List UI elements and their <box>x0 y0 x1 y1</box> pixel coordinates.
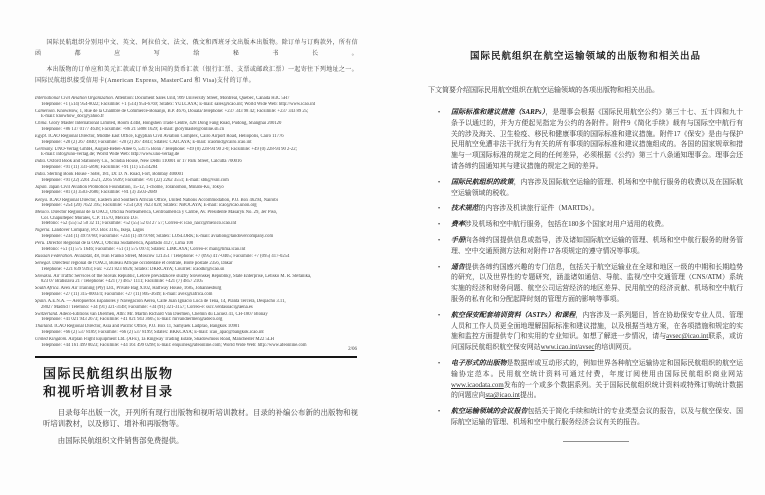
catalog-title-line2: 和视听培训教材目录 <box>43 383 174 399</box>
sales-agent-entry <box>35 324 360 335</box>
agent-detail-line: Telephone: +20 (2) 267 4840; Facsimile: +20 (2) 267 4843; Sitatex: CAICAYA; E-mail: icaomid@cairo.icao.int <box>41 139 252 145</box>
agent-detail-line: Telephone: +86 137 0177 4638; Facsimile: +86 21 5888 1629; E-mail: glorymaster@online.sh.cn <box>41 126 225 132</box>
bullet-icon: • <box>438 264 441 271</box>
publication-text-segment: 向各缔约国提供信息或指导，涉及诸如国际航空运输的管理、机场和空中航行服务的财务管理、空中交通预测方法和对附件17各项规定的遵守情况等事项。 <box>451 236 744 255</box>
publication-item-text <box>451 311 743 354</box>
publication-item <box>438 220 743 231</box>
sales-agent-entry <box>35 147 360 158</box>
agent-address-line: Senegal. Directeur régional de l'OACI, Bureau Afrique occidentale et centrale, Boîte postale 2356, Dakar <box>35 260 233 266</box>
agent-address-line: Germany. UNO-Verlag GmbH, August-Bebel-Allee 6, 53175 Bonn / Telephone: +49 (0) 228-94 90 2-0; Facsimile: +49 (0) 228-94 90 2-22; <box>35 146 297 152</box>
agent-address-line: Switzerland. Adeco-Editions van Diermen, Attn: Mr. Martin Richard Van Diermen, Chemin du Lacuez 41, CH-1807 Blonay <box>35 311 268 317</box>
publication-item-text <box>451 178 743 200</box>
agent-detail-line: Telephone: +44 161 499 0023; Facsimile: +44 161 499 0298; E-mail: enquiries@afeonline.com; World Wide Web: http://www.afeonline.com <box>41 342 307 348</box>
ordering-instructions <box>35 38 358 92</box>
publication-item-text <box>451 108 743 173</box>
agent-country-name: Russian Federation. <box>35 253 74 259</box>
publication-item-lead: 国际标准和建议措施（SARPs） <box>451 109 546 116</box>
end-rule <box>563 441 629 442</box>
agent-address-line: Slovakia. Air Traffic Services of the Slovak Republic, Letové prevádzkové služby Slovenskej Republiky, State Enterprise, Letisko M. R. Štefánika, <box>35 273 312 279</box>
url-link[interactable]: www.icaodata.com <box>451 381 504 389</box>
catalog-description-paragraph: 目录每年出版一次，开列所有现行出版物和视听培训教材。目录的补编公布新的出版物和视听培训教材，以及修订、增补和再版物等。 <box>43 408 358 428</box>
bullet-icon: • <box>438 312 441 319</box>
agent-address-line: Russian Federation. Aviaizdat, 48, Ivan Franko Street, Moscow 121351 / Telephone: +7 (095) 417-0405; Facsimile: +7 (095) 417-0254 <box>35 253 290 259</box>
language-notice-paragraph: 国际民航组织分别用中文、英文、阿拉伯文、法文、俄文和西班牙文出版本出版物。除订单与订购款外，所有信函都应写给秘书长。 <box>35 40 358 57</box>
publication-item-text <box>451 220 743 231</box>
agent-address-line: Kenya. ICAO Regional Director, Eastern and Southern African Office, United Nations Accommodation, P.O. Box 46294, Nairobi <box>35 197 278 203</box>
publication-item-lead: 技术规范 <box>451 205 479 213</box>
publication-item-lead: 费率 <box>451 221 465 229</box>
publication-item <box>438 236 743 258</box>
sales-agent-entry <box>35 241 360 252</box>
publication-item <box>438 359 743 402</box>
publication-item-text <box>451 204 743 215</box>
agent-detail-line: Telephone: +1 (514) 954-8022; Facsimile: +1 (514) 954-6769; Sitatex: YULCAYA; E-mail: sales@icao.int; World Wide Web: http://www.icao.int <box>41 101 316 107</box>
publication-text-segment: 是数据库或互动形式的，例如世界各种航空运输协定和国际民航组织的航空运输协定范本。民用航空统计资料可通过付费，年度订阅使用由国际民航组织商业网站 <box>451 359 744 378</box>
bullet-icon: • <box>438 206 441 213</box>
page-number: 2/06 <box>348 347 357 352</box>
publication-item <box>438 263 743 306</box>
agent-detail-line: Teléfono: +52 (55) 52 50 32 11; Facsímile: +52 (55) 52 03 27 57; Correo-e: icao_nacc@mexico.icao.int <box>41 221 237 227</box>
publication-text-segment: 提出。 <box>519 392 541 400</box>
agent-country-name: Cameroon. <box>35 108 56 114</box>
payment-notice-paragraph: 本出版物的订单应和美元汇款或订单发出国的货币汇款（银行汇票、支票或邮政汇票）一起寄往下列地址之一。国际民航组织接受信用卡(American Express, MasterCard 和 Visa)支付的订单。 <box>35 67 358 84</box>
agent-address-line: India. Sterling Book House - SBH, 181, Dr. D. N. Road, Fort, Bombay 400001 <box>35 172 184 178</box>
publication-item-lead: 手册 <box>451 236 465 244</box>
publication-text-segment: ，内容涉及国际航空运输的管理、机场和空中航行服务的收费以及在国际航空运输领域的税收。 <box>451 178 744 197</box>
agent-country-name: Senegal. <box>35 260 52 266</box>
publication-item-lead: 电子形式的出版物 <box>451 359 507 367</box>
publication-item <box>438 311 743 354</box>
agent-address-line: Cameroon. KnowHow, 1, Rue de la Chambre de Commerce-Bonanjo, B.P. 4676, Douala/Telephone: +237 343 98 42; Facsimile: +237 343 89 25; <box>35 108 309 114</box>
sales-agent-entry <box>35 121 360 132</box>
agent-country-name: India. <box>35 172 47 178</box>
bullet-icon: • <box>438 110 441 116</box>
agent-detail-line: E-mail: knowhow_doc@yahoo.fr <box>41 114 104 120</box>
agent-country-name: Switzerland. <box>35 311 59 317</box>
publication-text-segment: 联系，或访问国际民航组织航空保安网站 <box>451 333 744 352</box>
footer-rule <box>35 356 357 358</box>
agent-country-name: United Kingdom. <box>35 337 68 343</box>
publication-item-text <box>451 407 743 429</box>
publication-item <box>438 407 743 429</box>
agent-address-line: China. Glory Master International Limited, Room 434B, Hongshen Trade Centre, 428 Dong Fang Road, Pudong, Shanghai 200120 <box>35 121 282 127</box>
sales-agent-entry <box>35 159 360 170</box>
agent-country-name: Germany. <box>35 146 54 152</box>
bullet-icon: • <box>438 360 441 367</box>
bullet-icon: • <box>438 179 441 186</box>
publication-item-lead: 航空保安配套培训资料（ASTPs）和课程 <box>451 311 576 319</box>
agent-address-line: Egypt. ICAO Regional Director, Middle East Office, Egyptian Civil Aviation Complex, Cairo Airport Road, Heliopolis, Cairo 11776 <box>35 134 284 140</box>
agent-detail-line: Telephone: +91 (22) 2261 2521, 2265 9599; Facsimile: +91 (22) 2262 3551; E-mail: sbh@vsnl.com <box>41 177 229 183</box>
page-title: 国际民航组织在航空运输领域的出版物和相关出品 <box>469 51 701 62</box>
sales-agent-entry <box>35 261 360 272</box>
agent-country-name: Mexico. <box>35 210 50 216</box>
sales-agent-entry <box>35 274 360 285</box>
agent-country-name: Spain. <box>35 299 47 304</box>
publications-list <box>428 108 743 429</box>
sales-agent-entry <box>35 286 360 297</box>
agent-address-line: International Civil Aviation Organization. Attention: Document Sales Unit, 999 University Street, Montréal, Quebec, Canada H3C 5H7 <box>35 96 290 101</box>
sales-agent-entry <box>35 228 360 239</box>
agent-address-line: Peru. Director Regional de la OACI, Oficina Sudamérica, Apartado 4127, Lima 100 <box>35 241 194 247</box>
publication-item-text <box>451 236 743 258</box>
catalog-availability-paragraph: 由国际民航组织文件销售部免费提供。 <box>57 436 184 445</box>
agent-country-name: Japan. <box>35 184 48 190</box>
agent-detail-line: Telephone: +27 (11) 315-0003/4; Facsimile: +27 (11) 805-3649; E-mail: avex@iafrica.com <box>41 291 213 297</box>
bullet-icon: • <box>438 409 441 416</box>
publication-item <box>438 204 743 215</box>
agent-country-name: Thailand. <box>35 324 54 330</box>
agent-detail-line: Telephone: +81 (3) 3503-2686; Facsimile: +81 (3) 3503-2689 <box>41 190 158 196</box>
agent-country-name: Slovakia. <box>35 273 53 279</box>
agent-detail-line: E-mail: info@uno-verlag.de; World Wide Web: http://www.uno-verlag.de <box>41 152 180 158</box>
agent-country-name: China. <box>35 121 48 127</box>
sales-agent-entry <box>35 210 360 227</box>
publication-item-text <box>451 359 743 402</box>
agent-address-line: Spain. A.E.N.A. — Aeropuertos Españoles y Navegación Aérea, Calle Juan Ignacio Luca de Tena, 14, Planta Tercera, Despacho 3.11, <box>35 299 286 304</box>
sales-agent-entry <box>35 172 360 183</box>
sales-agent-entry <box>35 254 360 260</box>
agent-address-line: India. Oxford Book and Stationery Co., Scindia House, New Delhi 110001 or 17 Park Street, Calcutta 700016 <box>35 159 242 165</box>
publication-text-segment: 提供各缔约国感兴趣的专门信息，包括关于航空运输业在全球和地区一级的中期和长期趋势的研究，以及世界性的专题研究，涵盖诸如通信、导航、监视/空中交通管理（CNS/ATM）系统实施的经济和财务问题、航空公司运营经济的地区差异、民用航空的经济贡献、机场和空中航行服务的私有化和分配起降时刻的管理方面的影响等事项。 <box>451 263 744 303</box>
agent-country-name: Kenya. <box>35 197 49 203</box>
publication-text-segment: 的内容涉及机读旅行证件（MARTDs）。 <box>478 205 599 213</box>
sales-agent-entry <box>35 109 360 120</box>
catalog-title-line1: 国际民航组织出版物 <box>43 366 174 381</box>
sales-agent-entry <box>35 312 360 323</box>
publication-item-lead: 通告 <box>451 263 465 271</box>
agent-address-line: Thailand. ICAO Regional Director, Asia and Pacific Office, P.O. Box 11, Samyaek Ladprao, Bangkok 10901 <box>35 324 240 330</box>
agent-detail-line: Teléfono: +51 (1) 575 1646; Facsímile: +51 (1) 575 0974; Sitatex: LIMCAYA; Correo-e: mail@lima.icao.int <box>41 246 246 252</box>
publication-text-segment: 涉及机场和空中航行服务，包括在180多个国家对用户适用的收费。 <box>464 221 669 229</box>
agent-country-name: Egypt. <box>35 134 48 140</box>
publication-text-segment: ，内容涉及一系列题目，旨在协助保安专业人员、管理人员和工作人员更全面地理解国际标准和建议措施，以及根据当地方案，在各项措施和规定的实施和监控方面提供专门和实用的专业知识。如想了解进一步情况，请与 <box>451 311 743 341</box>
sales-agent-entry <box>35 299 360 310</box>
email-link[interactable]: avsec@icao.int <box>666 333 709 341</box>
agent-detail-line: 28027 Madrid / Teléfono: +34 (91) 321-3148; Facsímile: +34 (91) 321-3157; Correo-e: sscc.ventasoaci@aena.es <box>41 304 253 310</box>
publication-item-lead: 国际民航组织的政策 <box>451 178 514 186</box>
url-link[interactable]: www.icao.int/avsec <box>540 344 595 352</box>
intro-paragraph: 下文简要介绍国际民用航空组织在航空运输领域的各项出版物和相关出品。 <box>428 86 659 94</box>
publications-page <box>428 48 743 434</box>
publication-item-text <box>451 263 743 306</box>
agent-address-line: Japan. Japan Civil Aviation Promotion Foundation, 15-12, 1-chome, Toranomon, Minato-Ku, Tokyo <box>35 184 224 190</box>
catalog-section <box>43 365 358 454</box>
publication-item-lead: 航空运输领域的会议报告 <box>451 408 528 416</box>
publication-text-segment: 包括关于简化手续和统计的专业类型会议的报告，以及与航空保安、国际航空运输的管理、机场和空中航行服务经济会议有关的报告。 <box>451 408 744 426</box>
agent-detail-line: 823 07 Bratislava 21 / Telephone: +421 (7) 4857 1111; Facsimile: +421 (7) 4857 2105 <box>41 279 203 285</box>
email-link[interactable]: sta@icao.int <box>485 392 520 400</box>
publication-item <box>438 108 743 173</box>
agent-detail-line: Telephone: +66 (2) 537 8189; Facsimile: +66 (2) 537 8199; Sitatex: BKKCAYA; E-mail: icao_apac@bangkok.icao.int <box>41 329 264 335</box>
agent-detail-line: Téléphone: +221 839 9393; Fax: +221 823 6926; Sitatex: DKRCAYA; Courriel: icaodkr@icao.sn <box>41 266 225 272</box>
agent-detail-line: Col. Chapultepec Morales, C.P. 11570, México D.F. <box>41 215 139 221</box>
agent-address-line: Nigeria. Landover Company, P.O. Box 3165, Ikeja, Lagos <box>35 228 144 234</box>
publication-text-segment: 的培训网页。 <box>594 344 636 352</box>
agent-country-name: India. <box>35 159 47 165</box>
agent-address-line: South Africa. Avex Air Training (Pty) Ltd., Private Bag X102, Halfway House, 1685, Johannesburg <box>35 286 222 292</box>
agent-address-line: United Kingdom. Airplan Flight Equipment Ltd. (AFE), 1a Ringway Trading Estate, Shadowmoss Road, Manchester M22 5LH <box>35 337 275 343</box>
sales-agent-entry <box>35 96 360 107</box>
agent-country-name: South Africa. <box>35 286 60 292</box>
agent-detail-line: Telephone: +41 021 943 2673; Facsimile: +41 021 943 3605; E-mail: mrvandiermen@adeco.org <box>41 317 223 323</box>
agent-detail-line: Telephone: +254 (20) 7622 395; Facsimile: +254 (20) 7623 028; Sitatex: NBOCAYA; E-mail: icao@icao.unon.org <box>41 203 257 209</box>
sales-agent-entry <box>35 198 360 209</box>
agent-detail-line: Telephone: +234 (1) 4979780; Facsimile: +234 (1) 4979788; Sitatex: LOSLORK; E-mail: aviation@landovercompany.com <box>41 234 274 240</box>
sales-agent-entry <box>35 185 360 196</box>
publication-item <box>438 178 743 200</box>
sales-agent-entry <box>35 134 360 145</box>
agent-detail-line: Telephone: +91 (11) 331-5896; Facsimile: +91 (11) 51514284 <box>41 165 158 171</box>
agent-country-name: Nigeria. <box>35 228 51 234</box>
agent-country-name: Peru. <box>35 241 46 247</box>
publication-text-segment: ，是理事会根据《国际民用航空公约》第三十七、五十四和九十条予以通过的，并为方便起见指定为公约的各附件。附件9《简化手续》载有与国际空中航行有关的涉及海关、卫生检疫、移民和健康事项的国际标准和建议措施。附件17《保安》是由与保护民用航空免遭非法干扰行为有关的所有事项的国际标准和建议措施组成的。各国的国家规章和措施与一项国际标准的规定之间的任何差异，必须根据《公约》第三十八条通知理事会。理事会还请各缔约国通知其与建议措施的规定之间的差异。 <box>451 109 743 170</box>
sales-agent-list <box>35 96 360 350</box>
agent-address-line: Mexico. Director Regional de la OACI, Oficina Norteamérica, Centroamérica y Caribe, Av. Presidente Masaryk No. 29, 3er Piso, <box>35 210 278 216</box>
publication-text-segment: 发布的一个或多个数据系列。关于国际民航组织统计资料或特殊订购统计数据的问题应向 <box>451 381 743 400</box>
bullet-icon: • <box>438 222 441 229</box>
agent-country-name: International Civil Aviation Organization. <box>35 96 114 101</box>
bullet-icon: • <box>438 237 441 244</box>
